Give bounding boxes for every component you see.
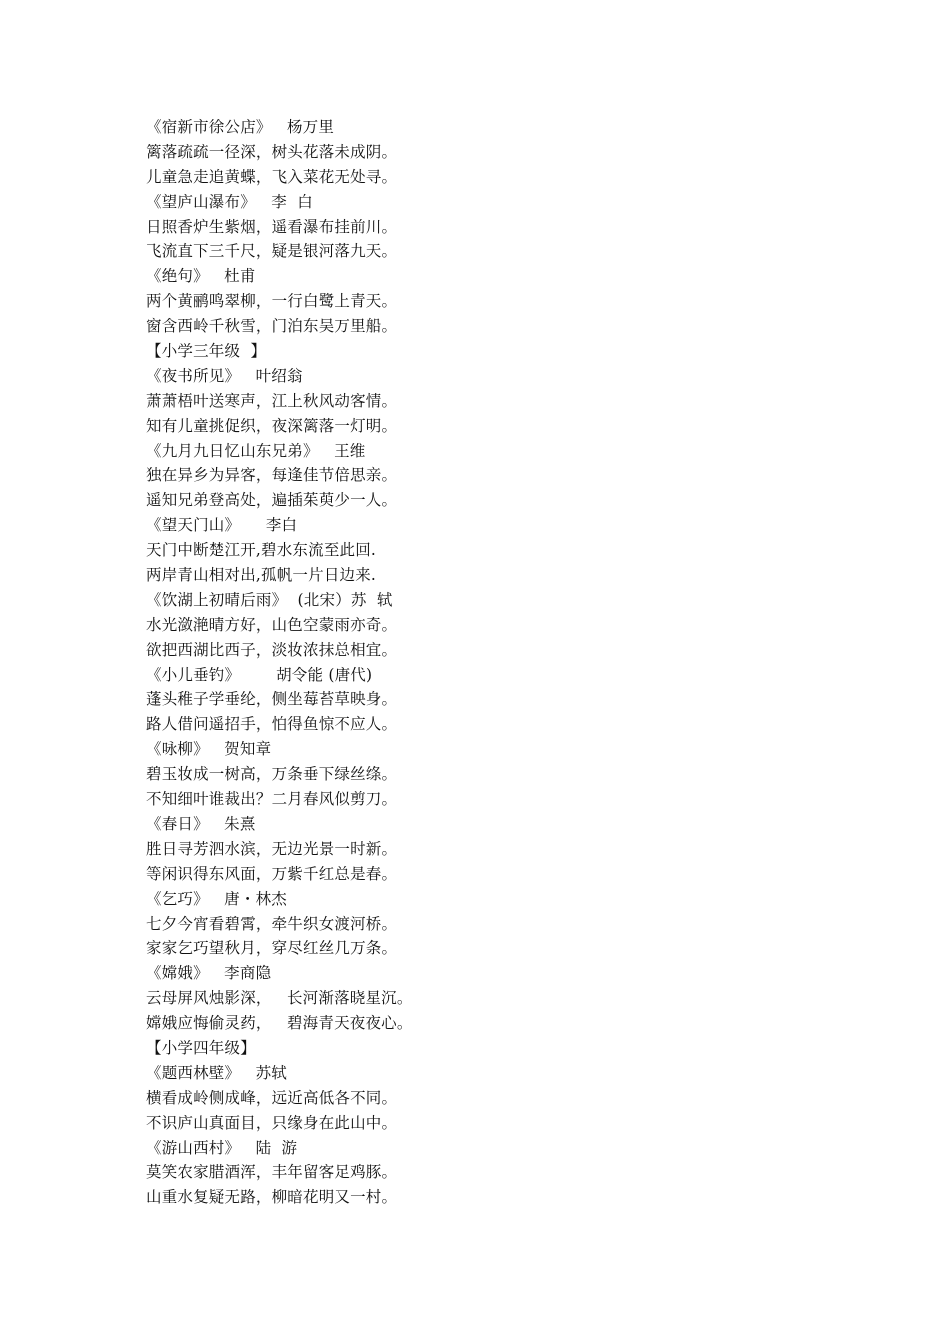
poem-title: 《绝句》 杜甫 [146, 267, 256, 286]
poem-line: 篱落疏疏一径深，树头花落未成阴。 [146, 142, 398, 161]
poem-line: 天门中断楚江开,碧水东流至此回. [146, 541, 377, 560]
poem-title: 《望庐山瀑布》 李 白 [146, 192, 313, 211]
poem-line: 等闲识得东风面，万紫千红总是春。 [146, 864, 398, 883]
poem-line: 知有儿童挑促织，夜深篱落一灯明。 [146, 416, 398, 435]
poem-line: 横看成岭侧成峰，远近高低各不同。 [146, 1088, 398, 1107]
poem-title: 《望天门山》 李白 [146, 516, 298, 535]
poem-line: 独在异乡为异客，每逢佳节倍思亲。 [146, 466, 398, 485]
poem-title: 《咏柳》 贺知章 [146, 740, 272, 759]
grade-section-heading: 【小学四年级】 [146, 1038, 256, 1057]
poem-line: 不知细叶谁裁出？二月春风似剪刀。 [146, 790, 398, 809]
poem-line: 不识庐山真面目，只缘身在此山中。 [146, 1113, 398, 1132]
poem-line: 窗含西岭千秋雪，门泊东吴万里船。 [146, 317, 398, 336]
poem-line: 莫笑农家腊酒浑，丰年留客足鸡豚。 [146, 1163, 398, 1182]
poem-line: 日照香炉生紫烟，遥看瀑布挂前川。 [146, 217, 398, 236]
poem-line: 欲把西湖比西子，淡妆浓抹总相宜。 [146, 640, 398, 659]
poem-line: 七夕今宵看碧霄，牵牛织女渡河桥。 [146, 914, 398, 933]
poem-list [146, 115, 866, 1210]
poem-line: 云母屏风烛影深， 长河渐落晓星沉。 [146, 989, 413, 1008]
poem-title: 《游山西村》 陆 游 [146, 1138, 298, 1157]
poem-line: 水光潋滟晴方好，山色空蒙雨亦奇。 [146, 615, 398, 634]
poem-line: 蓬头稚子学垂纶，侧坐莓苔草映身。 [146, 690, 398, 709]
poem-title: 《题西林壁》 苏轼 [146, 1063, 287, 1082]
poem-line: 两个黄鹂鸣翠柳，一行白鹭上青天。 [146, 292, 398, 311]
poem-title: 《嫦娥》 李商隐 [146, 964, 272, 983]
poem-title: 《九月九日忆山东兄弟》 王维 [146, 441, 366, 460]
poem-line: 儿童急走追黄蝶，飞入菜花无处寻。 [146, 167, 398, 186]
poem-line: 家家乞巧望秋月，穿尽红丝几万条。 [146, 939, 398, 958]
poem-line: 碧玉妆成一树高，万条垂下绿丝绦。 [146, 765, 398, 784]
poem-line: 路人借问遥招手，怕得鱼惊不应人。 [146, 715, 398, 734]
poem-line: 遥知兄弟登高处，遍插茱萸少一人。 [146, 491, 398, 510]
poem-line: 萧萧梧叶送寒声，江上秋风动客情。 [146, 391, 398, 410]
poem-title: 《春日》 朱熹 [146, 814, 256, 833]
poem-title: 《小儿垂钓》 胡令能 (唐代) [146, 665, 373, 684]
poem-line: 飞流直下三千尺，疑是银河落九天。 [146, 242, 398, 261]
poem-line: 山重水复疑无路，柳暗花明又一村。 [146, 1188, 398, 1207]
poem-line: 两岸青山相对出,孤帆一片日边来. [146, 566, 377, 585]
poem-line: 胜日寻芳泗水滨，无边光景一时新。 [146, 839, 398, 858]
poem-line: 嫦娥应悔偷灵药， 碧海青天夜夜心。 [146, 1014, 413, 1033]
grade-section-heading: 【小学三年级 】 [146, 342, 267, 361]
poem-title: 《乞巧》 唐・林杰 [146, 889, 287, 908]
poem-title: 《宿新市徐公店》 杨万里 [146, 118, 335, 136]
poem-title: 《夜书所见》 叶绍翁 [146, 366, 303, 385]
poem-title: 《饮湖上初晴后雨》 (北宋）苏 轼 [146, 590, 393, 609]
